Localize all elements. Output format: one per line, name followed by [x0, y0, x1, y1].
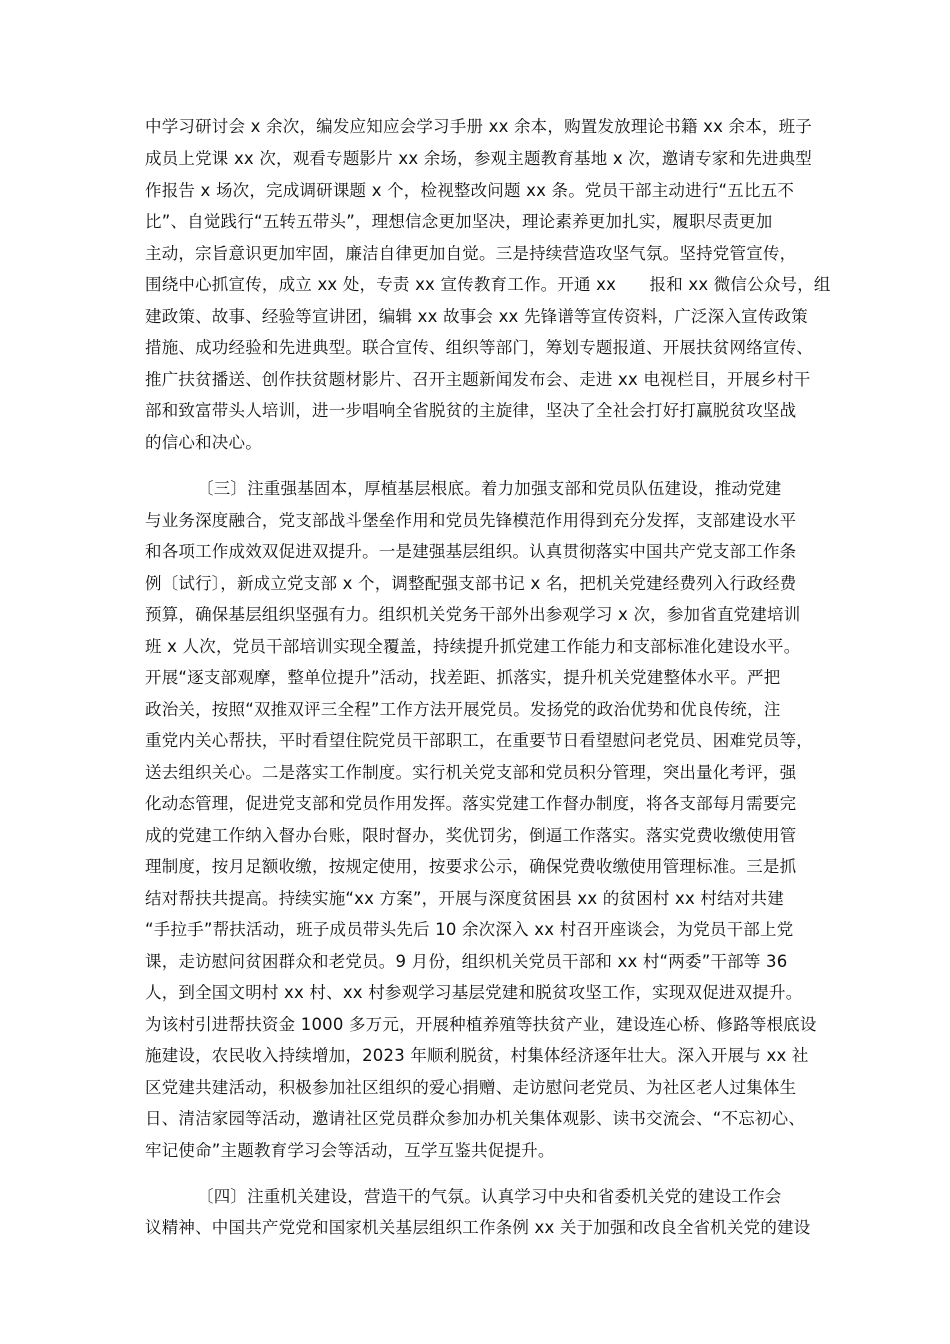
text-line: 理制度，按月足额收缴，按规定使用，按要求公示，确保党费收缴使用管理标准。三是抓 — [145, 857, 797, 876]
section-heading-line: 〔四〕注重机关建设，营造干的气氛。认真学习中央和省委机关党的建设工作会 — [197, 1187, 782, 1206]
text-line: 重党内关心帮扶，平时看望住院党员干部职工，在重要节日看望慰问老党员、困难党员等， — [145, 731, 813, 750]
text-line: 推广扶贫播送、创作扶贫题材影片、召开主题新闻发布会、走进 xx 电视栏目，开展乡村干 — [145, 370, 811, 389]
text-line: 中学习研讨会 x 余次，编发应知应会学习手册 xx 余本，购置发放理论书籍 xx 余本，班子 — [145, 117, 812, 136]
text-line: 成员上党课 xx 次，观看专题影片 xx 余场，参观主题教育基地 x 次，邀请专家和先进典型 — [145, 149, 812, 168]
text-line: 政治关，按照“双推双评三全程”工作方法开展党员。发扬党的政治优势和优良传统，注 — [145, 700, 781, 719]
text-line: 人，到全国文明村 xx 村、xx 村参观学习基层党建和脱贫攻坚工作，实现双促进双提升。 — [145, 983, 803, 1002]
text-line: 区党建共建活动，积极参加社区组织的爱心捐赠、走访慰问老党员、为社区老人过集体生 — [145, 1078, 797, 1097]
text-line: 班 x 人次，党员干部培训实现全覆盖，持续提升抓党建工作能力和支部标准化建设水平。 — [145, 637, 801, 656]
text-line: 围绕中心抓宣传，成立 xx 处，专责 xx 宣传教育工作。开通 xx 报和 xx 微信公众号，组 — [145, 275, 831, 294]
text-line: 送去组织关心。二是落实工作制度。实行机关党支部和党员积分管理，突出量化考评，强 — [145, 763, 797, 782]
text-line: 成的党建工作纳入督办台账，限时督办，奖优罚劣，倒逼工作落实。落实党费收缴使用管 — [145, 826, 797, 845]
text-line: 作报告 x 场次，完成调研课题 x 个，检视整改问题 xx 条。党员干部主动进行“五比五不 — [145, 181, 795, 200]
text-line: 和各项工作成效双促进双提升。一是建强基层组织。认真贯彻落实中国共产党支部工作条 — [145, 542, 797, 561]
text-line: 课，走访慰问贫困群众和老党员。9 月份，组织机关党员干部和 xx 村“两委”干部等 36 — [145, 952, 788, 971]
text-line: 建政策、故事、经验等宣讲团，编辑 xx 故事会 xx 先锋谱等宣传资料，广泛深入宣传政策 — [145, 307, 808, 326]
text-line: 部和致富带头人培训，进一步唱响全省脱贫的主旋律，坚决了全社会打好打赢脱贫攻坚战 — [145, 401, 797, 420]
text-line: 主动，宗旨意识更加牢固，廉洁自律更加自觉。三是持续营造攻坚气氛。坚持党管宣传， — [145, 244, 797, 263]
text-line: 日、清洁家园等活动，邀请社区党员群众参加办机关集体观影、读书交流会、“不忘初心、 — [145, 1109, 806, 1128]
section-heading-line: 〔三〕注重强基固本，厚植基层根底。着力加强支部和党员队伍建设，推动党建 — [197, 479, 782, 498]
text-line: 例〔试行〕，新成立党支部 x 个，调整配强支部书记 x 名，把机关党建经费列入行政经费 — [145, 574, 797, 593]
text-line: 化动态管理，促进党支部和党员作用发挥。落实党建工作督办制度，将各支部每月需要完 — [145, 794, 797, 813]
text-line: 开展“逐支部观摩，整单位提升”活动，找差距、抓落实，提升机关党建整体水平。严把 — [145, 668, 781, 687]
text-line: 比”、自觉践行“五转五带头”，理想信念更加坚决，理论素养更加扎实，履职尽责更加 — [145, 212, 773, 231]
text-line: 与业务深度融合，党支部战斗堡垒作用和党员先锋模范作用得到充分发挥，支部建设水平 — [145, 511, 797, 530]
text-line: 施建设，农民收入持续增加，2023 年顺利脱贫，村集体经济逐年壮大。深入开展与 xx 社 — [145, 1046, 809, 1065]
text-line: “手拉手”帮扶活动，班子成员带头先后 10 余次深入 xx 村召开座谈会，为党员干部上党 — [145, 920, 794, 939]
text-line: 结对帮扶共提高。持续实施“xx 方案”，开展与深度贫困县 xx 的贫困村 xx 村结对共建 — [145, 889, 784, 908]
text-line: 议精神、中国共产党党和国家机关基层组织工作条例 xx 关于加强和改良全省机关党的建设 — [145, 1218, 811, 1237]
text-line: 措施、成功经验和先进典型。联合宣传、组织等部门，筹划专题报道、开展扶贫网络宣传、 — [145, 338, 813, 357]
text-line: 牢记使命”主题教育学习会等活动，互学互鉴共促提升。 — [145, 1141, 555, 1160]
text-line: 的信心和决心。 — [145, 433, 262, 452]
text-line: 预算，确保基层组织坚强有力。组织机关党务干部外出参观学习 x 次，参加省直党建培训 — [145, 605, 801, 624]
text-line: 为该村引进帮扶资金 1000 多万元，开展种植养殖等扶贫产业，建设连心桥、修路等根底设 — [145, 1015, 817, 1034]
